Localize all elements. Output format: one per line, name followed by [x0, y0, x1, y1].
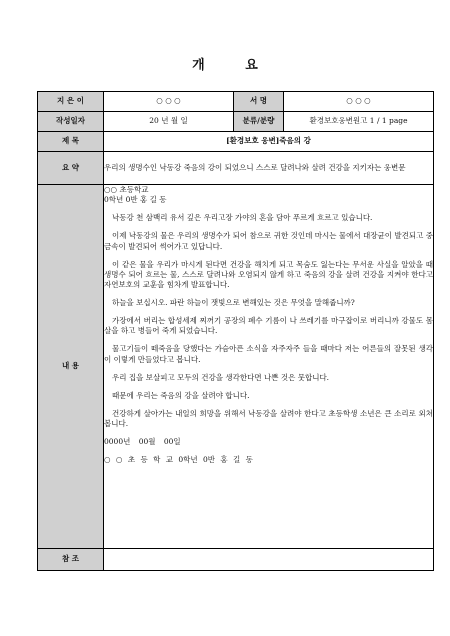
content-paragraph: 이제 낙동강의 물은 우리의 생명수가 되어 참으로 귀한 것인데 마시는 물에서 대장균이 발견되고 중금속이 발견되어 썩어가고 있답니다.: [104, 231, 433, 251]
content-paragraph: 우리 집을 보살피고 모두의 건강을 생각한다면 나쁜 것은 뭇합니다.: [112, 372, 330, 382]
summary-form-table: [37, 91, 434, 571]
content-signature: ○ ○ 초 등 학 교 0학년 0반 홍 길 동: [104, 455, 253, 465]
author-row: [38, 92, 434, 112]
summary-value: 우리의 생명수인 낙동강 죽음의 강이 되었으니 스스로 달려나와 살려 건강을 지키자는 웅변문: [104, 152, 434, 185]
school-name: ○○ 초등학교: [104, 185, 149, 194]
date-label: 작성일자: [38, 112, 104, 132]
content-row: [38, 185, 434, 549]
reference-row: [38, 549, 434, 571]
content-paragraph: 물고기들이 떼죽음을 당했다는 가슴아픈 소식을 자주자주 들을 때마다 저는 어른들의 잘못된 생각이 이렇게 만들었다고 봅니다.: [104, 344, 433, 364]
content-paragraph: 하늘을 보십시오. 파란 하늘이 잿빛으로 변해있는 것은 무엇을 말해줍니까?: [112, 298, 355, 307]
summary-label: 요 약: [38, 152, 104, 185]
content-paragraph: 때문에 우리는 죽음의 강을 살려야 합니다.: [112, 390, 250, 400]
author-value: ○ ○ ○: [104, 92, 234, 112]
category-label: 분류/분량: [234, 112, 284, 132]
content-paragraph: 낙동강 천 삼백리 유서 깊은 우리고장 가야의 혼을 담아 푸르게 흐르고 있습니다.: [112, 213, 373, 223]
content-label: 내 용: [38, 185, 104, 549]
author-label: 지 은 이: [38, 92, 104, 112]
signature-value: ○ ○ ○: [284, 92, 434, 112]
page-title: 개 요: [192, 58, 276, 73]
subject-value: [환경보호 웅변]죽음의 강: [104, 132, 434, 152]
subject-row: [38, 132, 434, 152]
content-date: 0000년 00월 00일: [104, 437, 181, 447]
content-body: [104, 185, 434, 549]
content-paragraph: 이 같은 물을 우리가 마시게 된다면 건강을 해치게 되고 목숨도 잃는다는 무서운 사실을 알았을 때 생명수 되어 흐르는 물, 스스로 달려나와 오염되지 않게 하고 죽음의 강을 살려 건강을 지켜야 한다고 자연보호의 교훈을 힘차게 발표합니다.: [104, 259, 433, 289]
content-paragraph: 건강하게 살아가는 내일의 희망을 위해서 낙동강을 살려야 한다고 초등학생 소년은 큰 소리로 외쳐봅니다.: [104, 408, 433, 428]
reference-value: [104, 549, 434, 571]
summary-row: [38, 152, 434, 185]
reference-label: 참 조: [38, 549, 104, 571]
signature-label: 서 명: [234, 92, 284, 112]
category-value: 환경보호웅변원고 1 / 1 page: [284, 112, 434, 132]
subject-label: 제 목: [38, 132, 104, 152]
student-name: 0학년 0반 홍 길 동: [104, 195, 167, 205]
date-value: 20 년 월 일: [104, 112, 234, 132]
content-paragraph: 가장에서 버리는 합성세제 찌꺼기 공장의 폐수 기름이 나 쓰레기를 마구잡이로 버리니까 강물도 몸살을 하고 병들어 죽게 되었습니다.: [104, 316, 433, 336]
date-category-row: [38, 112, 434, 132]
